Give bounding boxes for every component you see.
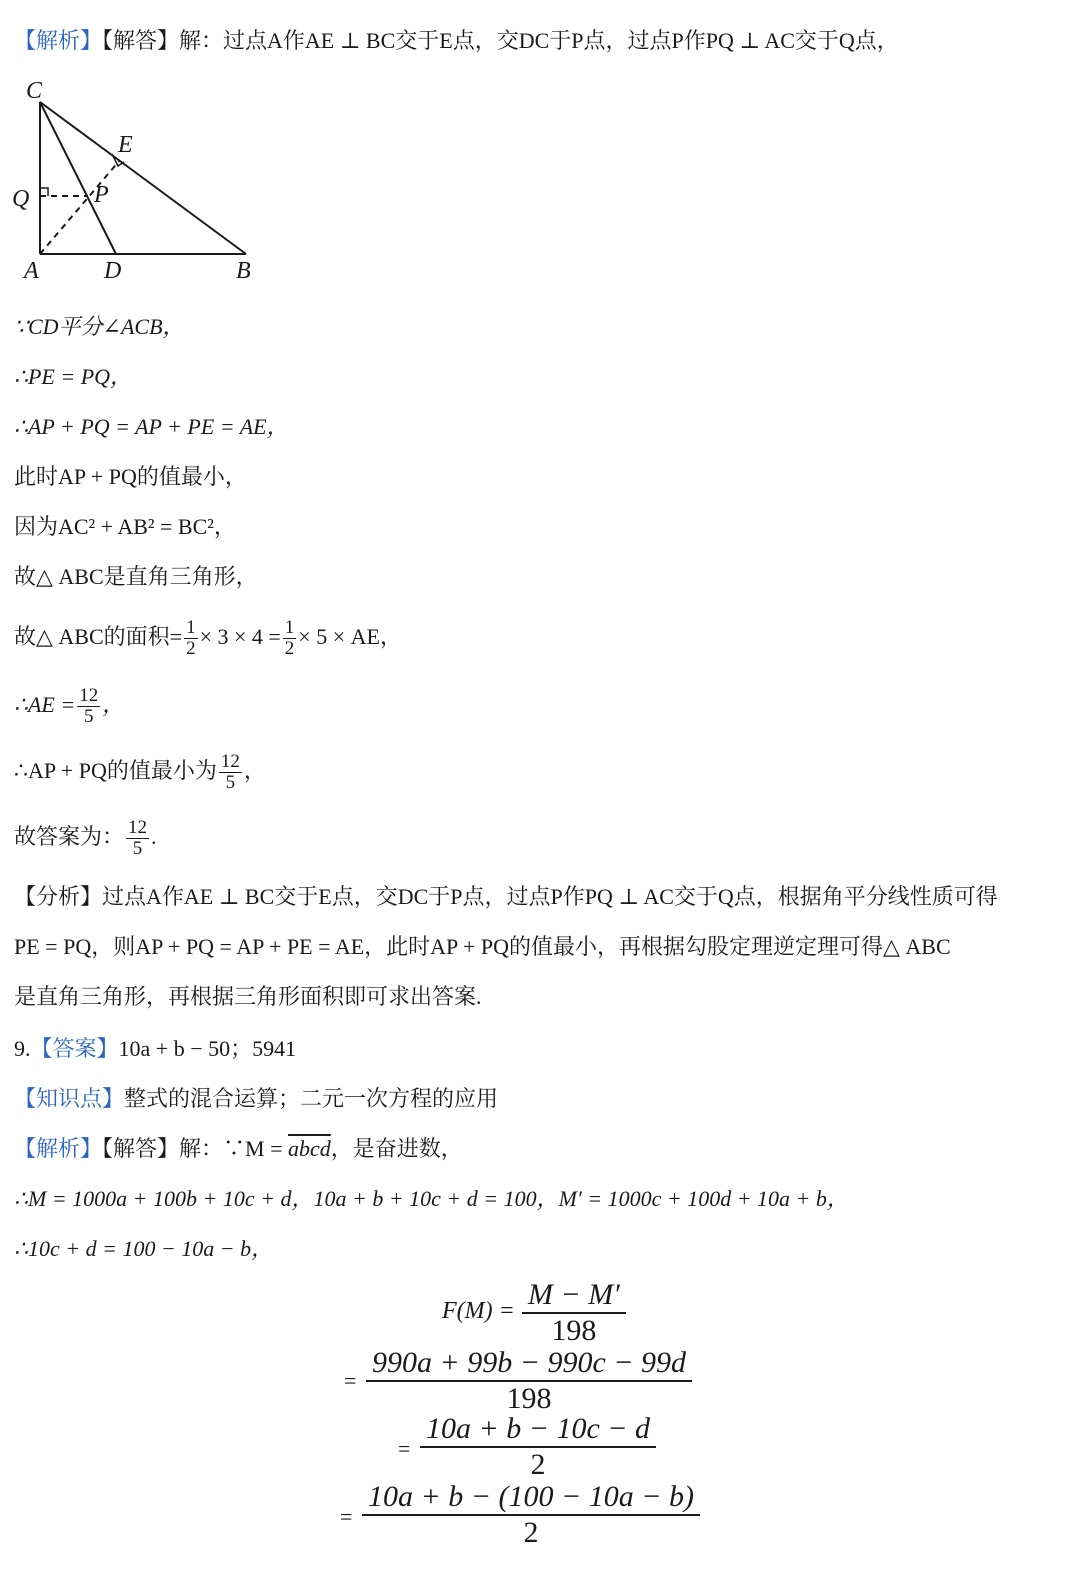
label-p: P — [94, 182, 109, 208]
fraction-3 — [420, 1412, 656, 1482]
answer-tag-9: 【解答】 — [102, 1136, 180, 1161]
solution-intro-text: 解：过点A作AE ⊥ BC交于E点，交DC于P点，过点P作PQ ⊥ AC交于Q点， — [179, 28, 899, 53]
knowledge-tag: 【知识点】 — [14, 1086, 125, 1111]
solution-header-line — [14, 26, 1066, 56]
m-definition-suffix: ，是奋进数， — [330, 1136, 463, 1161]
m-definition: 解：∵M = — [179, 1136, 289, 1161]
label-e: E — [118, 132, 133, 158]
fraction-1 — [522, 1278, 626, 1348]
answer-numerator: 12 — [128, 817, 148, 839]
fraction-3-numerator: 10a + b − 10c − d — [420, 1412, 656, 1448]
step-right-triangle: 故△ ABC是直角三角形， — [14, 564, 258, 589]
cd-relation: ∴10c + d = 100 − 10a − b， — [14, 1236, 274, 1261]
answer-suffix: . — [151, 824, 157, 849]
fraction-4-numerator: 10a + b − (100 − 10a − b) — [362, 1480, 700, 1516]
label-d: D — [104, 258, 122, 284]
answer-denominator: 5 — [132, 838, 143, 860]
abcd-overline: abcd — [288, 1136, 331, 1161]
label-b: B — [236, 258, 251, 284]
answer-label: 【答案】 — [30, 1036, 119, 1061]
ae-suffix: ， — [102, 692, 125, 717]
step-final-answer — [14, 814, 1066, 860]
step-pe-pq: ∴PE = PQ， — [14, 364, 133, 389]
step-pythagoras: 因为AC² + AB² = BC²， — [14, 514, 236, 539]
half-denominator: 2 — [186, 638, 196, 660]
fm-label: F(M) = — [442, 1298, 515, 1324]
fraction-1-denominator: 198 — [551, 1314, 597, 1347]
ae-prefix: ∴AE = — [14, 692, 76, 717]
fraction-2 — [366, 1346, 692, 1416]
step-ae-value — [14, 682, 1066, 728]
area-mid-1: × 3 × 4 = — [199, 624, 281, 649]
question-9-answer — [14, 1034, 1066, 1064]
answer-tag: 【解答】 — [102, 28, 180, 53]
solution-9-intro — [14, 1134, 1066, 1164]
step-bisector: ∵CD平分∠ACB， — [14, 314, 185, 339]
question-number: 9. — [14, 1036, 31, 1061]
half-fraction-2 — [283, 618, 297, 659]
area-prefix: 故△ ABC的面积= — [14, 624, 183, 649]
min-prefix: ∴AP + PQ的值最小为 — [14, 758, 217, 783]
right-angle-q — [40, 188, 48, 196]
fraction-4 — [362, 1480, 700, 1550]
half-numerator: 1 — [186, 617, 196, 639]
analysis-tag-2: 【分析】 — [14, 884, 103, 909]
min-fraction — [219, 752, 242, 793]
step-minimum: 此时AP + PQ的值最小， — [14, 464, 247, 489]
step-ap-pq-sum: ∴AP + PQ = AP + PE = AE， — [14, 414, 289, 439]
equals-2: = — [344, 1368, 357, 1393]
fraction-1-numerator: M − M′ — [522, 1278, 626, 1314]
area-mid-2: × 5 × AE， — [298, 624, 402, 649]
label-a: A — [24, 258, 39, 284]
analysis-tag-9: 【解析】 — [14, 1136, 103, 1161]
analysis-line-3: 是直角三角形，再根据三角形面积即可求出答案. — [14, 984, 482, 1009]
answer-value: 10a + b − 50；5941 — [118, 1036, 297, 1061]
ae-denominator: 5 — [83, 706, 94, 728]
half-numerator: 1 — [284, 617, 295, 639]
step-area — [14, 614, 1066, 660]
ae-numerator: 12 — [79, 685, 99, 707]
fraction-2-numerator: 990a + 99b − 990c − 99d — [366, 1346, 692, 1382]
label-c: C — [26, 78, 43, 104]
analysis-line-1 — [14, 882, 1066, 912]
equals-3: = — [398, 1436, 411, 1461]
step-min-value — [14, 748, 1066, 794]
m-expansion: ∴M = 1000a + 100b + 10c + d，10a + b + 10c + d = 100，M′ = 1000c + 100d + 10a + b， — [14, 1186, 849, 1211]
side-cb — [40, 102, 246, 254]
triangle-figure — [8, 72, 268, 292]
min-denominator: 5 — [225, 772, 236, 794]
answer-prefix: 故答案为： — [14, 824, 125, 849]
min-suffix: ， — [243, 758, 266, 783]
knowledge-text: 整式的混合运算；二元一次方程的应用 — [124, 1086, 499, 1111]
fraction-4-denominator: 2 — [523, 1516, 539, 1549]
half-fraction-1 — [184, 618, 198, 659]
fraction-2-denominator: 198 — [506, 1382, 552, 1415]
label-q: Q — [12, 186, 30, 212]
analysis-tag: 【解析】 — [14, 28, 103, 53]
fraction-3-denominator: 2 — [530, 1448, 546, 1481]
min-numerator: 12 — [220, 751, 240, 773]
analysis-text-1: 过点A作AE ⊥ BC交于E点，交DC于P点，过点P作PQ ⊥ AC交于Q点，根据角平分线性质可得 — [102, 884, 998, 909]
half-denominator: 2 — [284, 638, 295, 660]
knowledge-point — [14, 1084, 1066, 1114]
ae-fraction — [77, 686, 100, 727]
analysis-line-2: PE = PQ，则AP + PQ = AP + PE = AE，此时AP + PQ的值最小，再根据勾股定理逆定理可得△ ABC — [14, 934, 951, 959]
answer-fraction — [126, 818, 149, 859]
equals-4: = — [340, 1504, 353, 1529]
